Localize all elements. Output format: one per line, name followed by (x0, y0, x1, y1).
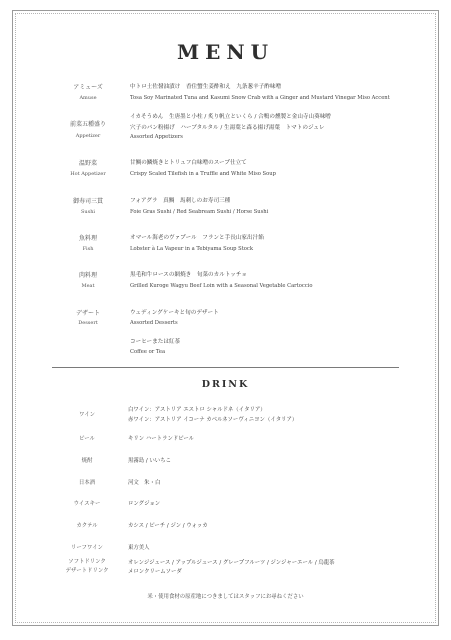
drink-category: 焼酎 (81, 458, 93, 464)
drink-item: 東方美人 (128, 545, 150, 551)
drink-category: ウイスキー (73, 501, 101, 507)
drink-item: メロンクリームソーダ (128, 569, 182, 575)
course-en-name: Appetizer (75, 133, 101, 139)
drink-item: 赤ワイン：アストリア イコーナ カベルネソーヴィニヨン（イタリア） (128, 417, 298, 423)
dish-jp: ウェディングケーキと旬のデザート (130, 310, 219, 316)
drink-item: ロングジョン (128, 501, 161, 507)
drink-item: オレンジジュース / アップルジュース / グレープフルーツ / ジンジャーエール / 烏龍茶 (128, 560, 335, 566)
drink-category: カクテル (76, 523, 98, 529)
drink-category: ワイン (78, 412, 95, 418)
dish-jp: オマール海老のヴァプール フランと手長山家出汁餡 (130, 235, 264, 241)
dish-en: Tosa Soy Marinated Tuna and Kasumi Snow Crab with a Ginger and Mustard Vinegar Miso Accent (130, 95, 390, 101)
dish-en: Coffee or Tea (130, 349, 166, 355)
section-divider (52, 367, 399, 368)
course-jp-name: 温野菜 (78, 160, 97, 167)
course-jp-name: アミューズ (73, 84, 103, 91)
course-en-name: Fish (82, 246, 94, 252)
dish-en: Assorted Desserts (130, 320, 178, 326)
drink-item: カシス / ピーチ / ジン / ウォッカ (128, 523, 208, 529)
course-jp-name: 前菜五種盛り (69, 121, 106, 128)
dish-en: Foie Gras Sushi / Red Seabream Sushi / Horse Sushi (130, 209, 269, 215)
drink-item: 白ワイン：アストリア エストロ シャルドネ（イタリア） (128, 407, 266, 413)
dish-jp: 黒毛和牛ロースの網焼き 旬菜のカルトッチョ (130, 272, 247, 278)
dish-en: Crispy Scaled Tilefish in a Truffle and White Miso Soup (130, 171, 276, 177)
drink-category: 日本酒 (78, 480, 96, 486)
course-jp-name: デザート (75, 310, 100, 317)
course-en-name: Meat (81, 283, 95, 289)
drink-item: キリン ハートランドビール (128, 436, 195, 442)
course-jp-name: 魚料理 (78, 235, 97, 242)
drink-title: DRINK (201, 379, 250, 390)
dish-jp: 中トロ土佐醤油漬け 香住蟹生姜酢和え 九条葱辛子酢味噌 (130, 84, 282, 90)
footer-note: 米・使用食材の原産地につきましてはスタッフにお尋ねください (147, 594, 304, 600)
menu-title: MENU (176, 40, 275, 64)
dish-jp: コーヒーまたは紅茶 (130, 339, 181, 345)
drink-category: リーフワイン (71, 545, 103, 551)
inner-dotted-border (15, 13, 436, 623)
dish-jp: イカそうめん 生唐墨と小柱 / 炙り帆立といくら / 合鴨の燻製と金山寺山葵味噌 (130, 114, 331, 120)
course-jp-name: 肉料理 (78, 272, 97, 279)
drink-category: ビール (79, 436, 95, 442)
dish-jp: フォアグラ 真鯛 馬刺しのお寿司三種 (130, 198, 231, 204)
dish-en: Assorted Appetizers (130, 134, 183, 140)
dish-en: Grilled Kuroge Wagyu Beef Loin with a Seasonal Vegetable Cartoccio (130, 283, 313, 289)
drink-item: 河文 朱・白 (128, 480, 161, 486)
dish-jp: 甘鯛の鱗焼きとトリュフ白味噌のスープ仕立て (130, 160, 247, 166)
course-en-name: Hot Appetizer (70, 171, 106, 177)
drink-item: 黒霧島 / いいちこ (128, 458, 171, 464)
course-en-name: Dessert (78, 320, 98, 326)
drink-category: ソフトドリンク デザートドリンク (65, 559, 109, 574)
course-en-name: Amuse (79, 95, 97, 101)
course-jp-name: 御寿司三貫 (72, 198, 103, 205)
dish-jp: 穴子のパン粉揚げ ハーブタルタル / 生湯葉と森る揚げ湯葉 トマトのジュレ (130, 125, 325, 131)
course-en-name: Sushi (80, 209, 96, 215)
dish-en: Lobster à La Vapeur in a Tebiyama Soup Stock (130, 246, 253, 252)
